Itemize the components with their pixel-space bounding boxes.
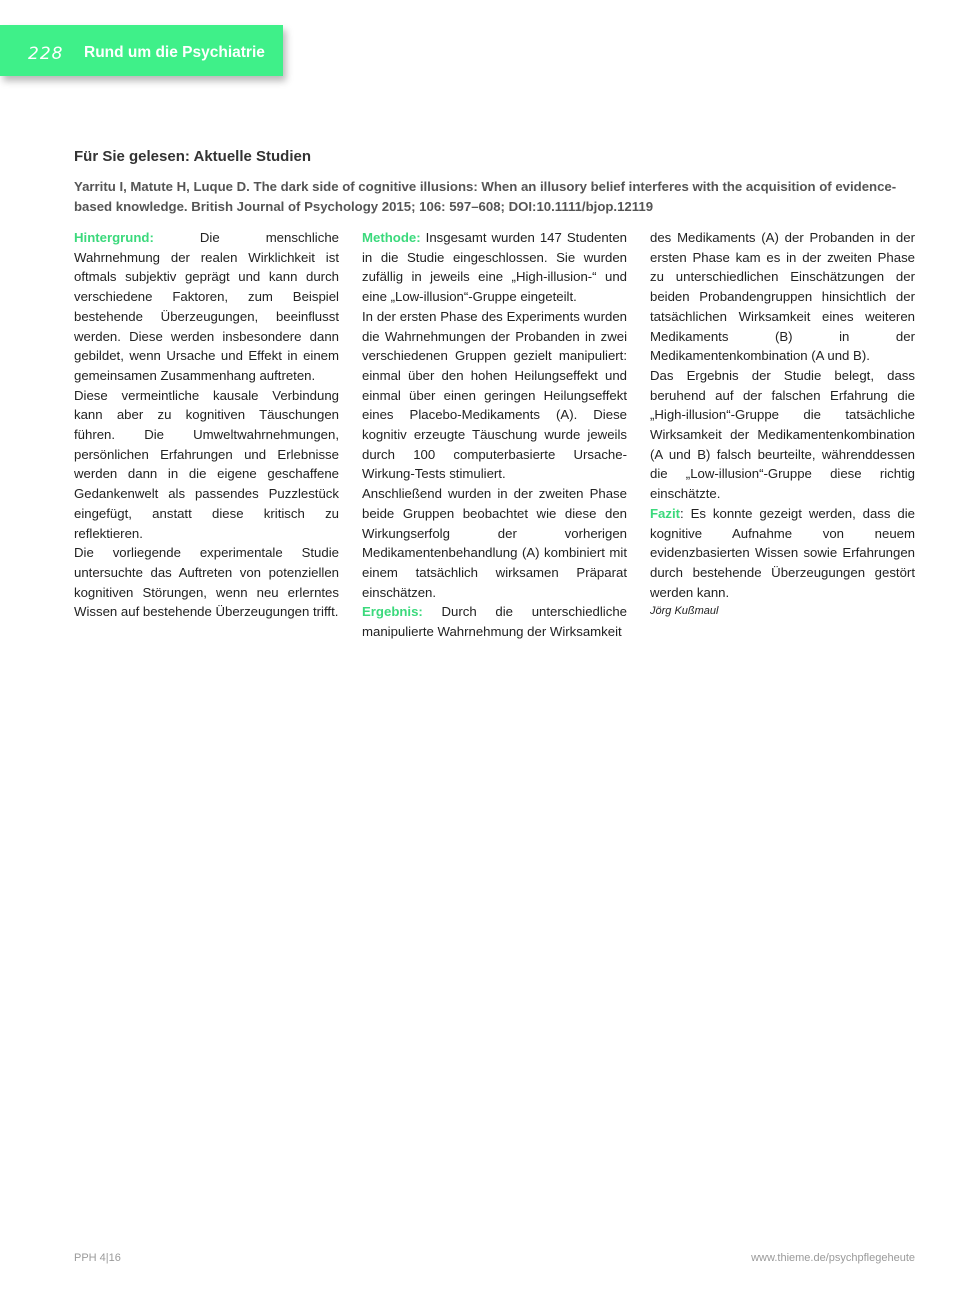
conclusion-paragraph xyxy=(650,504,915,603)
keyword-ergebnis: Ergebnis: xyxy=(362,604,423,620)
method-paragraph xyxy=(362,228,627,307)
article-citation: Yarritu I, Matute H, Luque D. The dark side of cognitive illusions: When an illusory belief interferes with the acquisition of evidence-based knowledge. British Journal of Psychology 2015; 106: 597–608; DOI:10.1111/bjop.12119 xyxy=(74,179,897,214)
result-paragraph xyxy=(362,602,627,641)
paragraph: Das Ergebnis der Studie belegt, dass beruhend auf der falschen Erfahrung die „High-illusion“-Gruppe die tatsächliche Wirksamkeit der Medikamentenkombination (A und B) falsch beurteilte, währenddessen die „Low-illusion“-Gruppe diese richtig einschätzte. xyxy=(650,367,915,502)
footer-url[interactable]: www.thieme.de/psychpflegeheute xyxy=(751,1252,915,1264)
author-name: Jörg Kußmaul xyxy=(650,605,719,618)
keyword-methode: Methode: xyxy=(362,230,421,245)
article-heading: Für Sie gelesen: Aktuelle Studien xyxy=(74,148,311,165)
keyword-fazit: Fazit xyxy=(650,505,681,521)
paragraph: Anschließend wurden in der zweiten Phase beide Gruppen beobachtet wie diese den Wirkungserfolg der vorherigen Medikamentenbehandlung (A) kombiniert mit einem tatsächlich wirksamen Präparat einschätzen. xyxy=(362,486,627,600)
method-text: Insgesamt wurden 147 Studenten in die Studie eingeschlossen. Sie wurden zufällig in jeweils eine „High-illusion-“ und eine „Low-illusion“-Gruppe eingeteilt. xyxy=(362,230,627,305)
paragraph: Die vorliegende experimentale Studie untersuchte das Auftreten von potenziellen kognitiven Störungen, wenn neu erlerntes Wissen auf bestehende Überzeugungen trifft. xyxy=(74,545,339,620)
column-3 xyxy=(650,228,915,620)
paragraph: Diese vermeintliche kausale Verbindung kann aber zu kognitiven Täuschungen führen. Die Umweltwahrnehmungen, persönlichen Erfahrungen und Erlebnisse werden dann in die eigene geschaffene Gedankenwelt als passendes Puzzlestück eingefügt, anstatt diese kritisch zu reflektieren. xyxy=(74,387,339,541)
page-number: 228 xyxy=(28,44,64,64)
article-body xyxy=(74,228,916,640)
keyword-hintergrund: Hintergrund: xyxy=(74,230,154,245)
footer-issue: PPH 4|16 xyxy=(74,1252,121,1264)
section-title: Rund um die Psychiatrie xyxy=(84,44,265,61)
paragraph: In der ersten Phase des Experiments wurden die Wahrnehmungen der Probanden in zwei verschiedenen Gruppen gezielt manipuliert: einmal über den hohen Heilungseffekt und einmal über einen geringen Heilungseffekt eines Placebo-Medikaments (A). Diese kognitiv erzeugte Täuschung wurde jeweils durch 100 computerbasierte Ursache-Wirkung-Tests stimuliert. xyxy=(362,308,627,482)
keyword-colon: : xyxy=(680,505,684,521)
background-paragraph xyxy=(74,228,339,386)
background-text: Die menschliche Wahrnehmung der realen Wirklichkeit ist oftmals subjektiv geprägt und kann durch verschiedene Faktoren, zum Beispiel bestehende Überzeugungen, beeinflusst werden. Diese werden insbesondere dann gebildet, wenn Ursache und Effekt in einem gemeinsamen Zusammenhang auftreten. xyxy=(74,230,339,383)
result-text: Durch die unterschiedliche manipulierte Wahrnehmung der Wirksamkeit xyxy=(362,604,627,640)
conclusion-text: Es konnte gezeigt werden, dass die kognitive Aufnahme von neuem evidenzbasierten Wissen sowie Erfahrungen durch bestehende Überzeugungen gestört werden kann. xyxy=(650,505,915,600)
column-2 xyxy=(362,228,627,642)
paragraph: des Medikaments (A) der Probanden in der ersten Phase kam es in der zweiten Phase zu unterschiedlichen Einschätzungen der beiden Probandengruppen hinsichtlich der tatsächlichen Wirksamkeit eines weiteren Medikaments (B) in der Medikamentenkombination (A und B). xyxy=(650,230,915,364)
column-1 xyxy=(74,228,339,622)
